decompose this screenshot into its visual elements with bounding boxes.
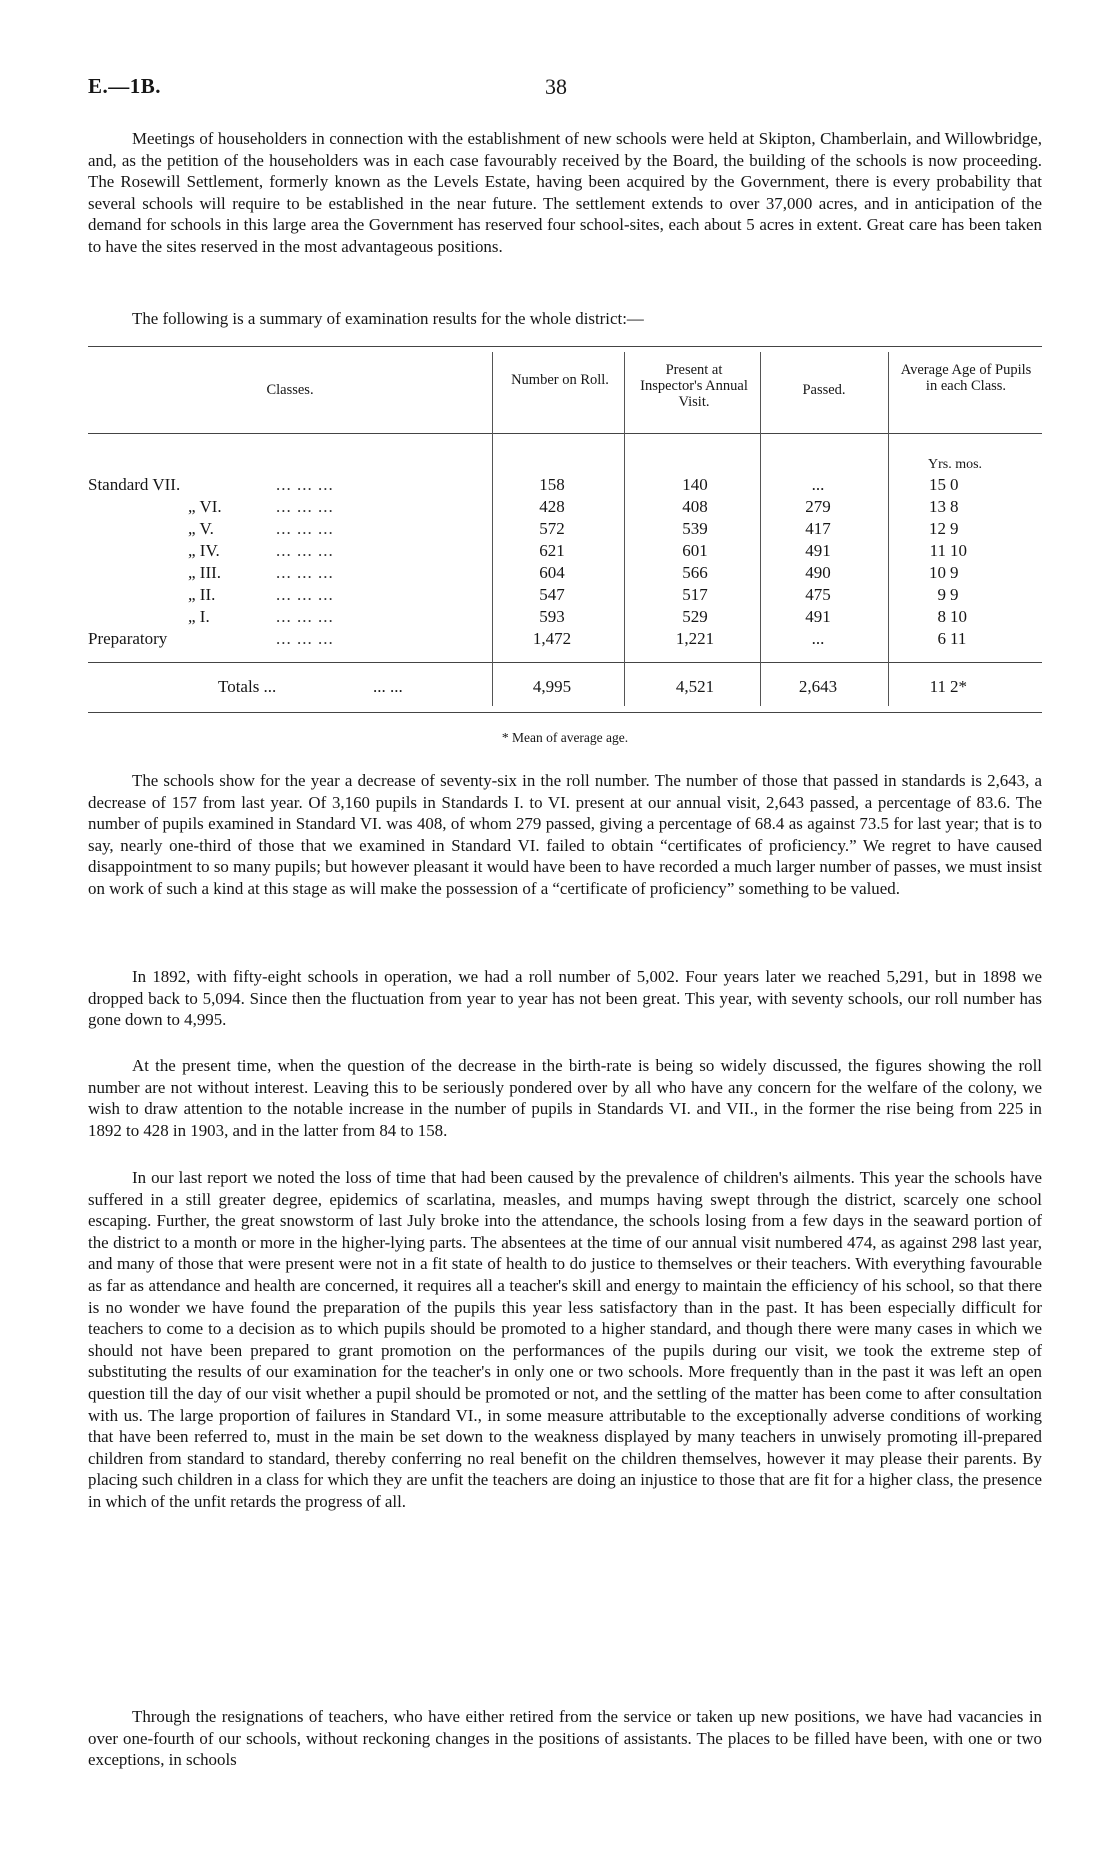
header-present: Present at Inspector's Annual Visit. (640, 362, 748, 410)
intro-paragraph: Meetings of householders in connection with the establishment of new schools were held at Skipton, Chamberlain, and Willowbridge, and, as the petition of the householders was in each case favourably received by the Board, the building of the schools is now proceeding. The Rosewill Settlement, formerly known as the Levels Estate, having been acquired by the Government, there is every probability that several schools will require to be established in the near future. The settlement extends to over 37,000 acres, and in anticipation of the demand for schools in this large area the Government has reserved four school-sites, each about 5 acres in extent. Great care has been taken to have the sites reserved in the most advantageous positions. (88, 129, 1042, 256)
age-months: 10 (950, 607, 967, 626)
age-units-label: Yrs. mos. (927, 457, 983, 472)
roll-value: 1,472 (532, 629, 572, 648)
passed-value: 475 (805, 585, 831, 604)
table-row (88, 584, 1042, 606)
table-header-rule (88, 433, 1042, 434)
table-totals-rule (88, 662, 1042, 663)
passed-value: 417 (805, 519, 831, 538)
age-years: 13 (929, 497, 946, 516)
total-age-months: 2* (950, 677, 967, 696)
leader-dots: ... ... ... (276, 563, 334, 582)
present-value: 529 (682, 607, 708, 626)
leader-dots: ... ... ... (276, 585, 334, 604)
table-top-rule (88, 346, 1042, 347)
class-name: „ III. (188, 563, 222, 582)
present-value: 601 (682, 541, 708, 560)
age-years: 10 (929, 563, 946, 582)
class-name: Preparatory (88, 629, 168, 648)
age-months: 9 (950, 585, 959, 604)
class-name: Standard VII. (88, 475, 181, 494)
age-years: 11 (929, 541, 946, 560)
age-months: 11 (950, 629, 967, 648)
leader-dots: ... ... ... (276, 629, 334, 648)
header-passed: Passed. (802, 382, 846, 398)
present-value: 1,221 (675, 629, 715, 648)
body-paragraph-resignations: Through the resignations of teachers, who have either retired from the service or taken up new positions, we have had vacancies in over one-fourth of our schools, without reckoning changes in the positions of assistants. The places to be filled have been, with one or two exceptions, in schools (88, 1707, 1042, 1770)
age-years: 15 (929, 475, 946, 494)
age-years: 9 (937, 585, 946, 604)
totals-row (88, 676, 1042, 698)
passed-value: 490 (805, 563, 831, 582)
examination-summary-table (88, 346, 1042, 752)
present-value: 408 (682, 497, 708, 516)
class-name: „ VI. (188, 497, 222, 516)
class-name: „ II. (188, 585, 216, 604)
leader-dots: ... ... ... (276, 475, 334, 494)
body-paragraph-decrease: The schools show for the year a decrease of seventy-six in the roll number. The number of those that passed in standards is 2,643, a decrease of 157 from last year. Of 3,160 pupils in Standards I. to VI. present at our annual visit, 2,643 passed, a percentage of 83.6. The number of pupils examined in Standard VI. was 408, of whom 279 passed, giving a percentage of 68.4 as against 73.5 for last year; that is to say, nearly one-third of those that we examined in Standard VI. failed to obtain “certificates of proficiency.” We regret to have caused disappointment to so many pupils; but however pleasant it would have been to have recorded a much larger number of passes, we must insist on work of such a kind at this stage as will make the possession of a “certificate of proficiency” something to be valued. (88, 771, 1042, 898)
table-bottom-rule (88, 712, 1042, 713)
report-code: E.—1B. (88, 74, 162, 98)
leader-dots: ... ... ... (276, 607, 334, 626)
age-years: 12 (929, 519, 946, 538)
table-footnote: * Mean of average age. (501, 730, 629, 745)
age-months: 9 (950, 519, 959, 538)
age-months: 10 (950, 541, 967, 560)
roll-value: 621 (539, 541, 565, 560)
passed-value: 491 (805, 541, 831, 560)
age-units-row (88, 454, 1042, 476)
present-value: 140 (682, 475, 708, 494)
class-name: „ V. (188, 519, 214, 538)
present-value: 566 (682, 563, 708, 582)
header-classes: Classes. (266, 382, 314, 398)
leader-dots: ... ... ... (276, 541, 334, 560)
table-row (88, 474, 1042, 496)
table-row (88, 562, 1042, 584)
roll-value: 547 (539, 585, 565, 604)
total-present: 4,521 (675, 677, 715, 696)
total-passed: 2,643 (798, 677, 838, 696)
age-months: 0 (950, 475, 959, 494)
roll-value: 572 (539, 519, 565, 538)
table-row (88, 606, 1042, 628)
passed-value: 491 (805, 607, 831, 626)
leader-dots: ... ... (373, 677, 403, 696)
age-years: 8 (937, 607, 946, 626)
class-name: „ I. (188, 607, 210, 626)
passed-value: ... (811, 475, 825, 494)
table-row (88, 540, 1042, 562)
class-name: „ IV. (188, 541, 220, 560)
roll-value: 428 (539, 497, 565, 516)
roll-value: 604 (539, 563, 565, 582)
totals-label: Totals ... (218, 677, 277, 696)
passed-value: 279 (805, 497, 831, 516)
age-months: 8 (950, 497, 959, 516)
roll-value: 593 (539, 607, 565, 626)
table-row (88, 496, 1042, 518)
header-roll: Number on Roll. (511, 372, 609, 388)
total-roll: 4,995 (532, 677, 572, 696)
table-row (88, 628, 1042, 650)
page-number: 38 (545, 74, 567, 99)
roll-value: 158 (539, 475, 565, 494)
leader-dots: ... ... ... (276, 519, 334, 538)
summary-lead: The following is a summary of examination results for the whole district:— (132, 309, 644, 328)
passed-value: ... (811, 629, 825, 648)
age-months: 9 (950, 563, 959, 582)
leader-dots: ... ... ... (276, 497, 334, 516)
body-paragraph-ailments: In our last report we noted the loss of time that had been caused by the prevalence of children's ailments. This year the schools have suffered in a still greater degree, epidemics of scarlatina, measles, and mumps having swept through the district, scarcely one school escaping. Further, the great snowstorm of last July broke into the attendance, the schools losing from a few days in the seaward portion of the district to a month or more in the higher-lying parts. The absentees at the time of our annual visit numbered 474, as against 298 last year, and many of those that were present were not in a fit state of health to do justice to themselves or their teachers. With everything favourable as far as attendance and health are concerned, it requires all a teacher's skill and energy to maintain the efficiency of his school, so that there is no wonder we have found the preparation of the pupils this year less satisfactory than in the past. It has been especially difficult for teachers to come to a decision as to which pupils should be promoted to a higher standard, and though there were many cases in which we should not have been prepared to grant promotion on the performances of the pupils during our visit, we took the extreme step of substituting the results of our examination for the teacher's in only one or two schools. More frequently than in the past it was left an open question till the day of our visit whether a pupil should be promoted or not, and the settling of the matter has been come to after consultation with us. The large proportion of failures in Standard VI., in some measure attributable to the exceptionally adverse conditions of working that have been referred to, must in the main be set down to the weakness displayed by many teachers in unwisely promoting ill-prepared children from standard to standard, thereby conferring no real benefit on the children themselves, however it may please their parents. By placing such children in a class for which they are unfit the teachers are doing an injustice to those that are fit for a higher class, the presence in which of the unfit retards the progress of all. (88, 1168, 1042, 1511)
body-paragraph-roll-history: In 1892, with fifty-eight schools in operation, we had a roll number of 5,002. Four years later we reached 5,291, but in 1898 we dropped back to 5,094. Since then the fluctuation from year to year has not been great. This year, with seventy schools, our roll number has gone down to 4,995. (88, 967, 1042, 1030)
age-years: 6 (937, 629, 946, 648)
table-row (88, 518, 1042, 540)
total-age-years: 11 (929, 677, 946, 696)
header-average-age: Average Age of Pupils in each Class. (900, 362, 1032, 394)
present-value: 517 (682, 585, 708, 604)
body-paragraph-birth-rate: At the present time, when the question of the decrease in the birth-rate is being so widely discussed, the figures showing the roll number are not without interest. Leaving this to be seriously pondered over by all who have any concern for the welfare of the colony, we wish to draw attention to the notable increase in the number of pupils in Standards VI. and VII., in the former the rise being from 225 in 1892 to 428 in 1903, and in the latter from 84 to 158. (88, 1056, 1042, 1140)
present-value: 539 (682, 519, 708, 538)
